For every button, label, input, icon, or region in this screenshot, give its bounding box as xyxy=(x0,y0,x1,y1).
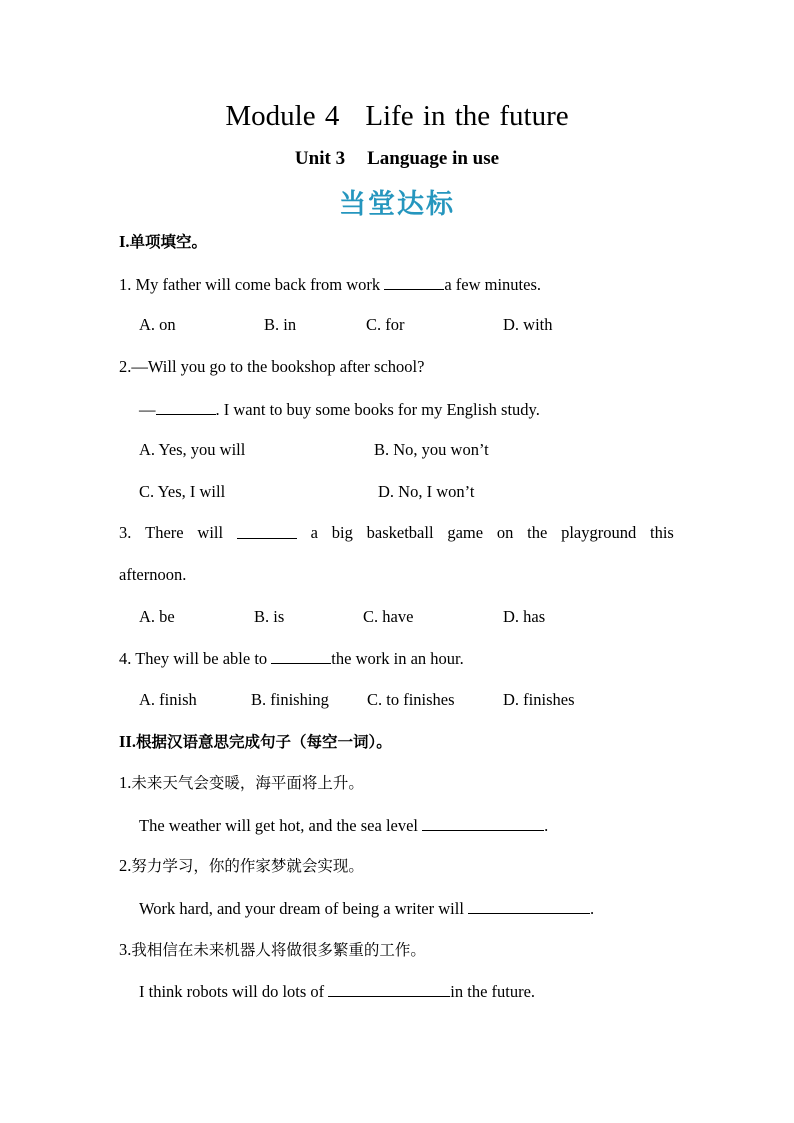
q2-blank[interactable] xyxy=(156,399,216,415)
q2-option-d[interactable]: D. No, I won’t xyxy=(378,482,475,501)
section1-number: I. xyxy=(119,232,130,251)
translation-3-english xyxy=(139,981,535,1002)
section-banner: 当堂达标 xyxy=(339,189,455,220)
module-title: Life in the future xyxy=(365,100,569,132)
t3-text-before: I think robots will do lots of xyxy=(139,982,329,1001)
question-2: 2.—Will you go to the bookshop after school? xyxy=(119,357,425,376)
q3-blank[interactable] xyxy=(237,523,297,539)
t2-text-before: Work hard, and your dream of being a writer will xyxy=(139,899,469,918)
question-4 xyxy=(119,648,464,669)
q2-dash: — xyxy=(139,400,156,419)
q3-option-b[interactable]: B. is xyxy=(254,607,285,626)
q3-option-d[interactable]: D. has xyxy=(503,607,546,626)
question-2-answer-line xyxy=(139,399,540,420)
section2-title: 根据汉语意思完成句子（每空一词）。 xyxy=(135,733,392,751)
q2-option-b[interactable]: B. No, you won’t xyxy=(374,440,489,459)
page-title xyxy=(0,100,794,133)
t3-text-after: in the future. xyxy=(450,982,536,1001)
q3-part-10: playground xyxy=(561,523,637,542)
q1-option-d[interactable]: D. with xyxy=(503,315,553,334)
q3-part-4: a xyxy=(310,523,318,542)
t3-number: 3. xyxy=(119,940,132,959)
q3-part-8: on xyxy=(496,523,514,542)
q3-part-9: the xyxy=(527,523,548,542)
q4-option-d[interactable]: D. finishes xyxy=(503,690,575,709)
translation-2-english xyxy=(139,898,594,919)
section1-heading xyxy=(119,232,207,252)
t1-blank[interactable] xyxy=(422,815,544,831)
q3-part-11: this xyxy=(650,523,674,542)
q3-part-2: There xyxy=(145,523,184,542)
q1-option-c[interactable]: C. for xyxy=(366,315,405,334)
t2-text-after: . xyxy=(590,899,595,918)
question-3-continued: afternoon. xyxy=(119,565,187,584)
section2-number: II. xyxy=(119,732,136,751)
q1-option-b[interactable]: B. in xyxy=(264,315,297,334)
question-3 xyxy=(119,523,674,543)
q4-option-c[interactable]: C. to finishes xyxy=(367,690,455,709)
t1-chinese-text: 未来天气会变暖，海平面将上升。 xyxy=(131,774,364,792)
translation-3-chinese xyxy=(119,940,426,960)
q2-option-c[interactable]: C. Yes, I will xyxy=(139,482,226,501)
unit-subtitle xyxy=(0,148,794,170)
q3-part-7: game xyxy=(447,523,484,542)
t3-chinese-text: 我相信在未来机器人将做很多繁重的工作。 xyxy=(131,941,426,959)
q1-text-after: a few minutes. xyxy=(444,275,541,294)
t1-text-before: The weather will get hot, and the sea level xyxy=(139,816,423,835)
t3-blank[interactable] xyxy=(328,981,450,997)
q4-blank[interactable] xyxy=(271,648,331,664)
q4-text-after: the work in an hour. xyxy=(331,649,464,668)
translation-1-chinese xyxy=(119,773,364,793)
unit-title: Language in use xyxy=(367,148,500,169)
q4-option-a[interactable]: A. finish xyxy=(139,690,197,709)
q3-option-a[interactable]: A. be xyxy=(139,607,175,626)
q3-part-5: big xyxy=(331,523,353,542)
section1-title: 单项填空。 xyxy=(129,233,208,251)
q2-text-after: . I want to buy some books for my English study. xyxy=(215,400,540,419)
t2-chinese-text: 努力学习，你的作家梦就会实现。 xyxy=(131,857,364,875)
translation-1-english xyxy=(139,815,548,836)
translation-2-chinese xyxy=(119,856,364,876)
t1-text-after: . xyxy=(544,816,549,835)
q2-option-a[interactable]: A. Yes, you will xyxy=(139,440,246,459)
q4-option-b[interactable]: B. finishing xyxy=(251,690,329,709)
section2-heading xyxy=(119,732,392,752)
t1-number: 1. xyxy=(119,773,132,792)
t2-number: 2. xyxy=(119,856,132,875)
question-1 xyxy=(119,274,541,295)
q3-part-3: will xyxy=(197,523,224,542)
q1-option-a[interactable]: A. on xyxy=(139,315,176,334)
q3-part-6: basketball xyxy=(366,523,434,542)
q3-option-c[interactable]: C. have xyxy=(363,607,414,626)
t2-blank[interactable] xyxy=(468,898,590,914)
module-number: Module 4 xyxy=(225,100,340,132)
q3-part-1: 3. xyxy=(119,523,132,542)
unit-number: Unit 3 xyxy=(294,148,346,169)
q4-text-before: 4. They will be able to xyxy=(119,649,272,668)
q1-blank[interactable] xyxy=(384,274,444,290)
q1-text-before: 1. My father will come back from work xyxy=(119,275,385,294)
